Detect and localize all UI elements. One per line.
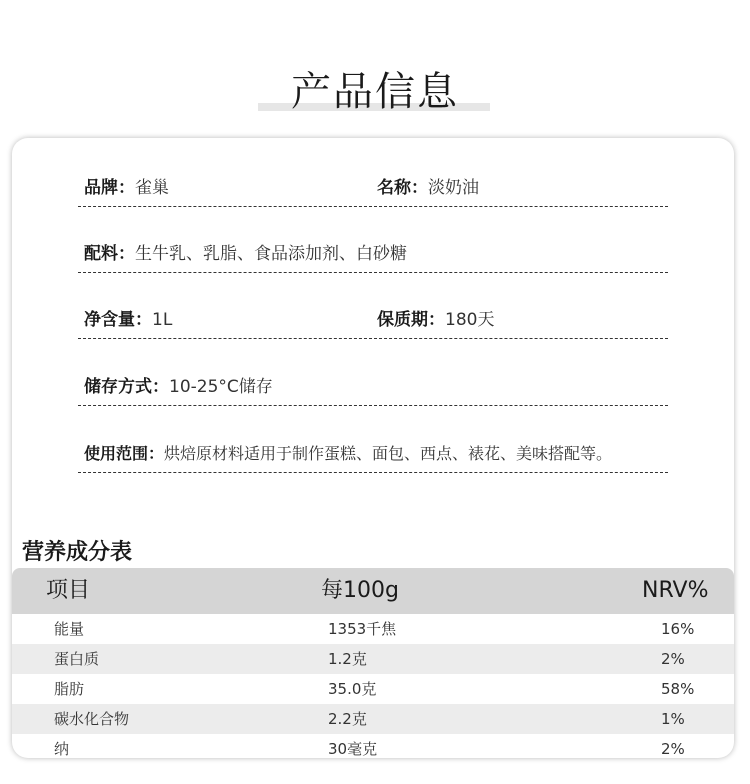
product-name-field xyxy=(377,176,479,200)
cell-nrv: 2% xyxy=(661,650,685,668)
cell-per-100g: 30毫克 xyxy=(328,740,378,758)
brand-label: 品牌： xyxy=(84,178,135,198)
info-row-net-shelf xyxy=(78,308,668,339)
ingredients-value: 生牛乳、乳脂、食品添加剂、白砂糖 xyxy=(135,244,407,264)
product-name-value: 淡奶油 xyxy=(428,178,479,198)
net-content-label: 净含量： xyxy=(84,310,152,330)
table-row xyxy=(12,704,734,734)
info-row-usage xyxy=(78,442,668,473)
cell-per-100g: 1353千焦 xyxy=(328,620,397,638)
cell-nrv: 58% xyxy=(661,680,695,698)
usage-field xyxy=(84,442,612,466)
table-row xyxy=(12,674,734,704)
cell-per-100g: 1.2克 xyxy=(328,650,367,668)
info-row-ingredients xyxy=(78,242,668,273)
cell-item: 纳 xyxy=(54,740,70,758)
storage-value: 10-25°C储存 xyxy=(169,377,273,397)
net-content-value: 1L xyxy=(152,310,173,330)
page-title: 产品信息 xyxy=(291,69,459,115)
shelf-life-field xyxy=(377,308,494,332)
cell-per-100g: 2.2克 xyxy=(328,710,367,728)
brand-field xyxy=(84,176,169,200)
header-per-100g: 每100g xyxy=(321,578,399,603)
table-row xyxy=(12,614,734,644)
header-nrv: NRV% xyxy=(642,578,709,603)
cell-item: 蛋白质 xyxy=(54,650,100,668)
info-row-storage xyxy=(78,375,668,406)
storage-label: 储存方式： xyxy=(84,377,169,397)
usage-label: 使用范围： xyxy=(84,444,165,463)
cell-nrv: 2% xyxy=(661,740,685,758)
cell-item: 碳水化合物 xyxy=(54,710,130,728)
cell-item: 脂肪 xyxy=(54,680,85,698)
shelf-life-value: 180天 xyxy=(445,310,495,330)
net-content-field xyxy=(84,308,172,332)
cell-item: 能量 xyxy=(54,620,85,638)
storage-field xyxy=(84,375,273,399)
table-row xyxy=(12,644,734,674)
ingredients-label: 配料： xyxy=(84,244,135,264)
usage-value: 烘焙原材料适用于制作蛋糕、面包、西点、裱花、美味搭配等。 xyxy=(164,444,613,463)
cell-per-100g: 35.0克 xyxy=(328,680,377,698)
product-name-label: 名称： xyxy=(377,178,428,198)
cell-nrv: 1% xyxy=(661,710,685,728)
info-row-brand-name xyxy=(78,176,668,207)
header-item: 项目 xyxy=(46,578,91,603)
ingredients-field xyxy=(84,242,407,266)
brand-value: 雀巢 xyxy=(135,178,169,198)
nutrition-table-header xyxy=(12,568,734,614)
nutrition-table-title: 营养成分表 xyxy=(22,540,133,565)
table-row xyxy=(12,734,734,764)
shelf-life-label: 保质期： xyxy=(377,310,445,330)
cell-nrv: 16% xyxy=(661,620,695,638)
nutrition-table-body xyxy=(12,614,734,764)
